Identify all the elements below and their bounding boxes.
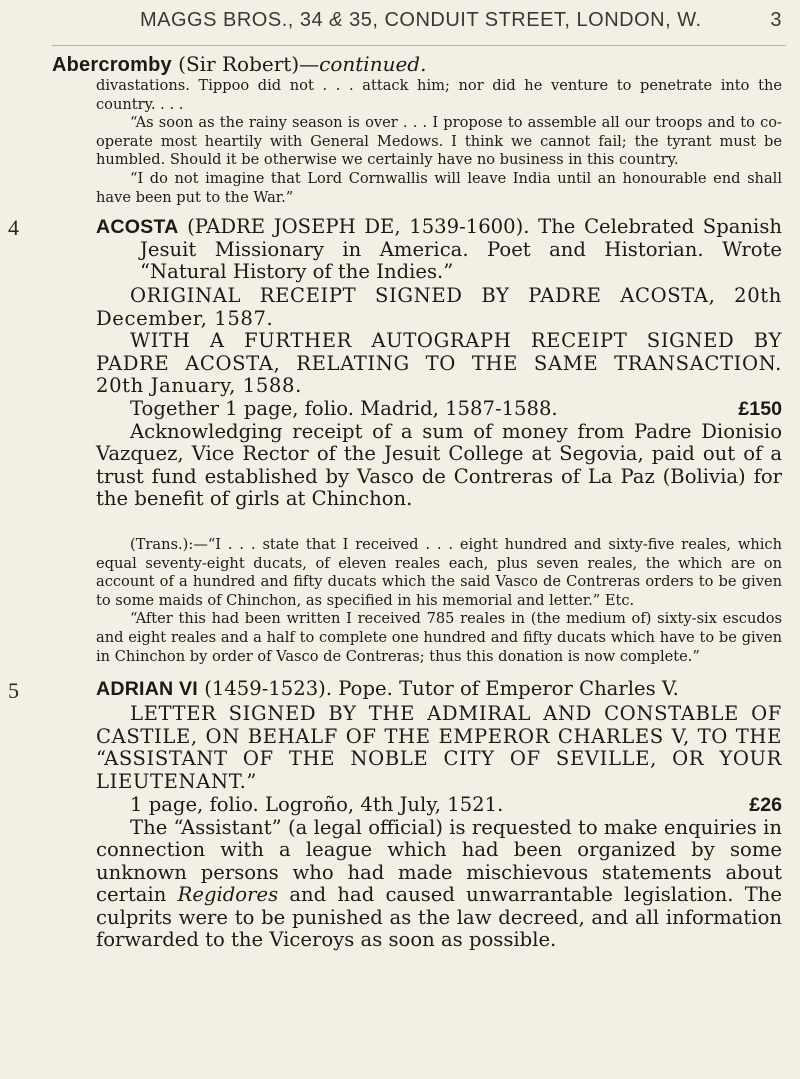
lot-4-item-1: ORIGINAL RECEIPT SIGNED BY PADRE ACOSTA, 20th December, 1587. [96, 284, 782, 330]
continued-label: continued. [319, 52, 427, 76]
lot-5-description [96, 678, 782, 701]
lot-number-5: 5 [8, 678, 19, 703]
lot-5-format: 1 page, folio. Logroño, 4th July, 1521. [130, 793, 504, 816]
lot-5-items [96, 703, 782, 793]
lot-4-format-line [96, 398, 782, 511]
page-number: 3 [770, 8, 782, 31]
abercromby-heading [52, 52, 426, 77]
lot-4-summary: Acknowledging receipt of a sum of money from Padre Dionisio Vazquez, Vice Rector of the Jesuit College at Segovia, paid out of a trust fund established by Vasco de Contreras of La Paz (Bolivia) for the benefit of girls at Chinchon. [96, 419, 782, 510]
abercromby-para-1: divastations. Tippoo did not . . . attack him; nor did he venture to penetrate into the country. . . . [96, 77, 782, 113]
lot-5-summary [96, 817, 782, 952]
lot-5-price: £26 [749, 794, 782, 816]
lot-4-price: £150 [738, 398, 782, 420]
lot-5-item: LETTER SIGNED BY THE ADMIRAL AND CONSTABLE OF CASTILE, ON BEHALF OF THE EMPEROR CHARLES V, TO THE “ASSISTANT OF THE NOBLE CITY OF SEVILLE, OR YOUR LIEUTENANT.” [96, 702, 782, 793]
abercromby-text [96, 77, 782, 207]
abercromby-title: (Sir Robert)— [178, 52, 320, 76]
lot-4-item-2: WITH A FURTHER AUTOGRAPH RECEIPT SIGNED BY PADRE ACOSTA, RELATING TO THE SAME TRANSACTION. 20th January, 1588. [96, 329, 782, 397]
header-address-number: 34 & 35, [299, 8, 379, 31]
page-header [140, 2, 782, 38]
lot-5-name: ADRIAN VI [96, 678, 198, 700]
lot-4-desc: (PADRE JOSEPH DE, 1539-1600). The Celebrated Spanish Jesuit Missionary in America. Poet and Historian. Wrote “Natural History of the Indies.” [140, 215, 782, 283]
header-firm: MAGGS BROS., 34 & 35, CONDUIT STREET, LONDON, W. [140, 8, 702, 31]
lot-4-translation-2: “After this had been written I received 785 reales in (the medium of) sixty-six escudos and eight reales and a half to complete one hundred and fifty ducats which have to be given in Chinchon by order of Vasco de Contreras; thus this donation is now complete.” [96, 610, 782, 665]
lot-4-format: Together 1 page, folio. Madrid, 1587-1588. [130, 397, 558, 420]
lot-5-format-line [96, 794, 782, 952]
lot-5-entry [52, 678, 782, 701]
lot-5-summary-a: The “Assistant” (a legal official) is requested to make enquiries in connection with a league which had been organized by some unknown persons who had made mischievous statements about certain [96, 815, 782, 906]
lot-5-summary-term: Regidores [177, 883, 279, 906]
lot-4-description [96, 216, 782, 284]
abercromby-name: Abercromby [52, 54, 172, 76]
lot-4-translation-1: (Trans.):—“I . . . state that I received . . . eight hundred and sixty-five reales, which equal seventy-eight ducats, of eleven reales each, plus seven reales, the which are on account of a hundred and fifty ducats which the said Vasco de Contreras orders to be given to some maids of Chinchon, as specified in his memorial and letter.” Etc. [96, 536, 782, 609]
header-divider [52, 45, 786, 46]
lot-4-name: ACOSTA [96, 216, 179, 238]
lot-4-translation [96, 536, 782, 666]
lot-4-items [96, 285, 782, 398]
abercromby-para-2: “As soon as the rainy season is over . . . I propose to assemble all our troops and to co-operate most heartily with General Medows. I think we cannot fail; the tyrant must be humbled. Should it be otherwise we certainly have no business in this country. [96, 114, 782, 169]
lot-5-summary-c: and had caused unwarrantable legislation. The culprits were to be punished as the law decreed, and all information forwarded to the Viceroys as soon as possible. [96, 883, 782, 951]
abercromby-para-3: “I do not imagine that Lord Cornwallis will leave India until an honourable end shall have been put to the War.” [96, 169, 782, 206]
lot-5-desc: (1459-1523). Pope. Tutor of Emperor Charles V. [204, 677, 679, 700]
lot-number-4: 4 [8, 215, 19, 240]
lot-4-entry [52, 216, 782, 284]
